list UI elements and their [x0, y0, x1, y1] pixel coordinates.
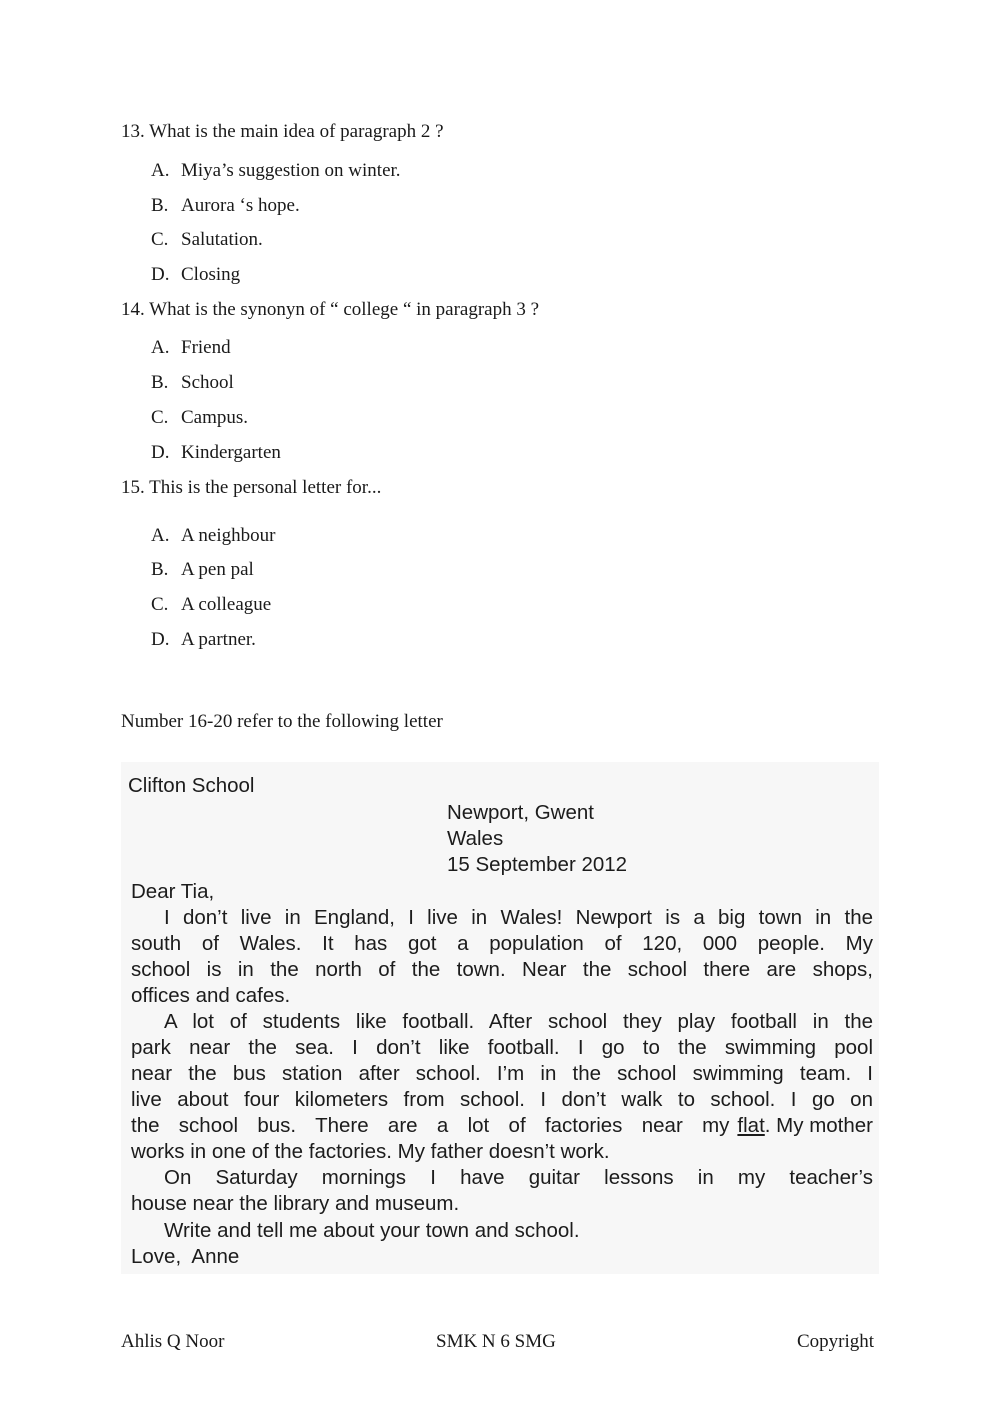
letter-address-line-2: Wales	[447, 827, 504, 850]
option-15c	[151, 594, 271, 616]
option-letter: A.	[151, 160, 170, 181]
option-letter: D.	[151, 264, 170, 285]
option-13d	[151, 264, 240, 286]
option-text: Closing	[181, 264, 241, 285]
letter-line: live about four kilometers from school. I don’t walk to school. I go on	[131, 1088, 873, 1111]
letter-line: south of Wales. It has got a population of 120, 000 people. My	[131, 932, 873, 955]
letter-salutation: Dear Tia,	[131, 880, 215, 903]
option-15d	[151, 629, 256, 651]
option-text: Kindergarten	[181, 442, 281, 463]
option-14b	[151, 372, 234, 394]
option-14a	[151, 337, 231, 359]
letter-line: On Saturday mornings I have guitar lessons in my teacher’s	[164, 1166, 873, 1189]
option-letter: A.	[151, 525, 170, 546]
footer-author: Ahlis Q Noor	[121, 1331, 225, 1352]
option-15a	[151, 525, 275, 547]
option-text: A neighbour	[181, 525, 276, 546]
letter-address-line-1: Newport, Gwent	[447, 801, 594, 824]
option-letter: C.	[151, 229, 169, 250]
letter-line: A lot of students like football. After school they play football in the	[164, 1010, 873, 1033]
option-letter: D.	[151, 442, 170, 463]
letter-line: school is in the north of the town. Near the school there are shops,	[131, 958, 873, 981]
option-letter: B.	[151, 195, 169, 216]
option-15b	[151, 559, 254, 581]
option-text: School	[181, 372, 234, 393]
letter-school: Clifton School	[128, 774, 255, 797]
option-text: A colleague	[181, 594, 272, 615]
option-13b	[151, 195, 300, 217]
letter-date: 15 September 2012	[447, 853, 628, 876]
option-14c	[151, 407, 248, 429]
question-14: 14. What is the synonyn of “ college “ in paragraph 3 ?	[121, 299, 540, 320]
letter-line: near the bus station after school. I’m in the school swimming team. I	[131, 1062, 873, 1085]
letter-line: offices and cafes.	[131, 984, 291, 1007]
option-text: Aurora ‘s hope.	[181, 195, 300, 216]
option-letter: C.	[151, 407, 169, 428]
option-letter: C.	[151, 594, 169, 615]
letter-line-part: . My mother	[764, 1114, 873, 1137]
letter-line: works in one of the factories. My father doesn’t work.	[131, 1140, 610, 1163]
option-13c	[151, 229, 263, 251]
letter-line: I don’t live in England, I live in Wales! Newport is a big town in the	[164, 906, 873, 929]
option-text: Campus.	[181, 407, 249, 428]
option-text: Miya’s suggestion on winter.	[181, 160, 401, 181]
option-text: Friend	[181, 337, 231, 358]
letter-line: park near the sea. I don’t like football. I go to the swimming pool	[131, 1036, 873, 1059]
option-letter: B.	[151, 559, 169, 580]
letter-closing: Love, Anne	[131, 1245, 240, 1268]
option-text: A partner.	[181, 629, 256, 650]
underlined-word-flat: flat	[737, 1114, 765, 1137]
footer-copyright: Copyright	[797, 1331, 875, 1352]
letter-line: Write and tell me about your town and school.	[164, 1219, 580, 1242]
reading-intro: Number 16-20 refer to the following letter	[121, 711, 443, 732]
option-14d	[151, 442, 281, 464]
option-letter: D.	[151, 629, 170, 650]
option-letter: B.	[151, 372, 169, 393]
option-text: Salutation.	[181, 229, 263, 250]
letter-line-flat	[131, 1114, 873, 1138]
letter-line: house near the library and museum.	[131, 1192, 460, 1215]
footer-school: SMK N 6 SMG	[436, 1331, 556, 1352]
letter-image	[121, 762, 879, 1274]
option-text: A pen pal	[181, 559, 254, 580]
question-15: 15. This is the personal letter for...	[121, 477, 382, 498]
question-13: 13. What is the main idea of paragraph 2 ?	[121, 121, 444, 142]
letter-line-part: the school bus. There are a lot of factories near my	[131, 1114, 730, 1137]
option-13a	[151, 160, 401, 182]
option-letter: A.	[151, 337, 170, 358]
